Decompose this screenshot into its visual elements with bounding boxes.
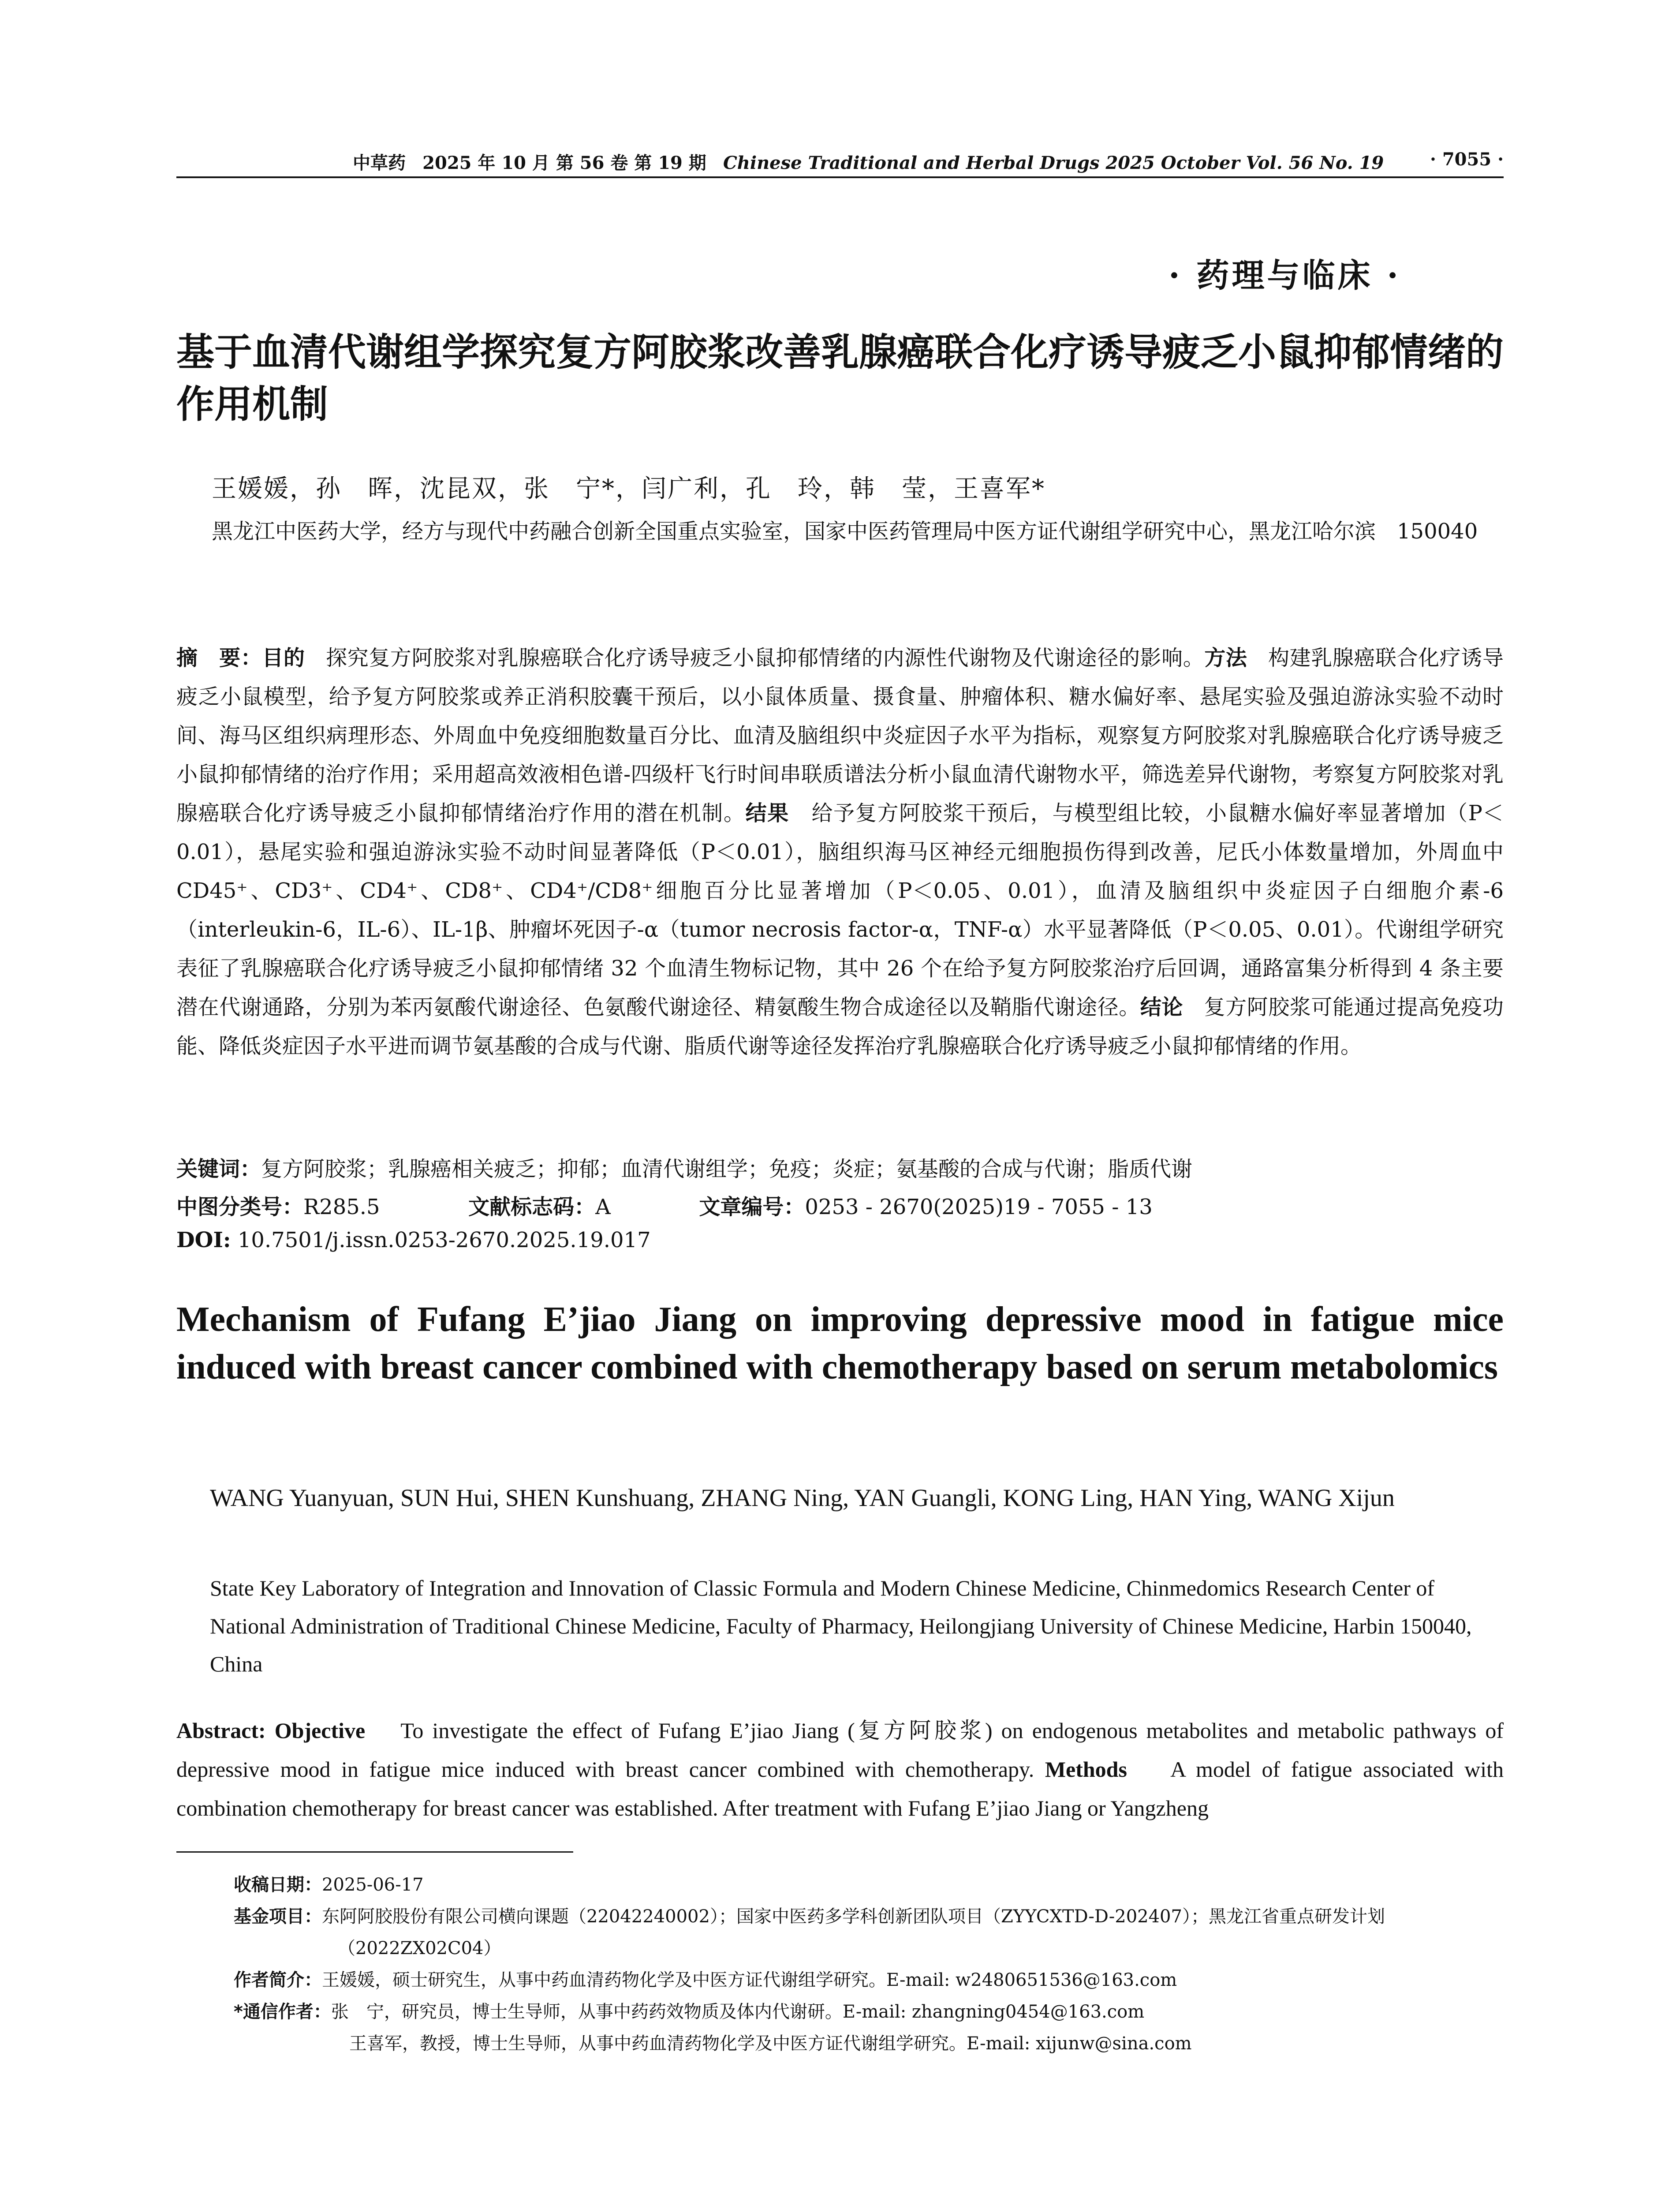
results-label: 结果	[745, 801, 789, 826]
doc-code-label: 文献标志码：	[468, 1195, 596, 1219]
classification-line	[176, 1190, 1153, 1220]
keywords	[176, 1152, 1504, 1182]
clc-label: 中图分类号：	[176, 1195, 304, 1219]
journal-name-cn: 中草药	[353, 153, 406, 173]
page-number: · 7055 ·	[1430, 149, 1504, 170]
methods-en-label: Methods	[1045, 1757, 1127, 1782]
footnote-corresponding	[234, 1996, 1504, 2028]
conclusion-label: 结论	[1140, 995, 1183, 1020]
footnote-label: 基金项目：	[234, 1906, 322, 1927]
footnote-text: 王喜军，教授，博士生导师，从事中药血清药物化学及中医方证代谢组学研究。E-mail: xijunw@sina.com	[349, 2033, 1192, 2054]
title-en: Mechanism of Fufang E’jiao Jiang on improving depressive mood in fatigue mice induced with breast cancer combined with chemotherapy based on serum metabolomics	[176, 1300, 1504, 1387]
article-number-label: 文章编号：	[699, 1195, 805, 1219]
doi-value[interactable]: 10.7501/j.issn.0253-2670.2025.19.017	[237, 1228, 651, 1252]
keywords-text: 复方阿胶浆；乳腺癌相关疲乏；抑郁；血清代谢组学；免疫；炎症；氨基酸的合成与代谢；脂质代谢	[261, 1157, 1193, 1181]
keywords-label: 关键词：	[176, 1157, 261, 1181]
abstract-label: 摘 要：	[176, 646, 262, 670]
footnote-label: *通信作者：	[234, 2002, 331, 2022]
footnote-text: 王媛媛，硕士研究生，从事中药血清药物化学及中医方证代谢组学研究。E-mail: w2480651536@163.com	[322, 1970, 1177, 1990]
conclusion-text: 复方阿胶浆可能通过提高免疫功能、降低炎症因子水平进而调节氨基酸的合成与代谢、脂质代谢等途径发挥治疗乳腺癌联合化疗诱导疲乏小鼠抑郁情绪的作用。	[176, 995, 1504, 1058]
footnote-funding	[234, 1901, 1504, 1964]
title-cn: 基于血清代谢组学探究复方阿胶浆改善乳腺癌联合化疗诱导疲乏小鼠抑郁情绪的作用机制	[176, 330, 1504, 426]
column-heading: · 药理与临床 ·	[1169, 257, 1401, 295]
affiliation-en: State Key Laboratory of Integration and Innovation of Classic Formula and Modern Chinese Medicine, Chinmedomics Research Center of National Administration of Traditional Chinese Medicine, Faculty of Pharmacy, Heilongjiang University of Chinese Medicine, Harbin 150040, China	[210, 1576, 1472, 1676]
objective-en-label: Objective	[274, 1718, 366, 1743]
footnote-divider	[176, 1851, 573, 1853]
footnote-author-bio	[234, 1964, 1504, 1996]
methods-label: 方法	[1204, 646, 1247, 670]
objective-label: 目的	[262, 646, 305, 670]
header-citation	[353, 149, 1384, 174]
footnote-corresponding-2	[234, 2028, 1504, 2059]
objective-text: 探究复方阿胶浆对乳腺癌联合化疗诱导疲乏小鼠抑郁情绪的内源性代谢物及代谢途径的影响。	[326, 646, 1205, 670]
methods-en-text: A model of fatigue associated with combination chemotherapy for breast cancer was established. After treatment with Fufang E’jiao Jiang or Yangzheng	[176, 1757, 1504, 1820]
abstract-en	[176, 1711, 1504, 1828]
doi-line	[176, 1228, 651, 1252]
article-number-value: 0253 - 2670(2025)19 - 7055 - 13	[805, 1195, 1153, 1219]
footnote-label: 作者简介：	[234, 1970, 322, 1990]
journal-name-en: Chinese Traditional and Herbal Drugs 2025 October Vol. 56 No. 19	[723, 153, 1384, 173]
footnote-text: 2025-06-17	[322, 1875, 424, 1895]
footnote-received	[234, 1869, 1504, 1901]
authors-en: WANG Yuanyuan, SUN Hui, SHEN Kunshuang, ZHANG Ning, YAN Guangli, KONG Ling, HAN Ying, WANG Xijun	[210, 1484, 1395, 1512]
clc-value: R285.5	[303, 1195, 380, 1219]
issue-cn: 2025 年 10 月 第 56 卷 第 19 期	[422, 153, 706, 173]
methods-text: 构建乳腺癌联合化疗诱导疲乏小鼠模型，给予复方阿胶浆或养正消积胶囊干预后，以小鼠体质量、摄食量、肿瘤体积、糖水偏好率、悬尾实验及强迫游泳实验不动时间、海马区组织病理形态、外周血中免疫细胞数量百分比、血清及脑组织中炎症因子水平为指标，观察复方阿胶浆对乳腺癌联合化疗诱导疲乏小鼠抑郁情绪的治疗作用；采用超高效液相色谱-四级杆飞行时间串联质谱法分析小鼠血清代谢物水平，筛选差异代谢物，考察复方阿胶浆对乳腺癌联合化疗诱导疲乏小鼠抑郁情绪治疗作用的潜在机制。	[176, 646, 1504, 826]
abstract-cn	[176, 639, 1504, 1065]
header-divider	[176, 176, 1504, 178]
footnote-text: 东阿阿胶股份有限公司横向课题（22042240002）；国家中医药多学科创新团队项目（ZYYCXTD-D-202407）；黑龙江省重点研发计划（2022ZX02C04）	[322, 1906, 1385, 1958]
authors-cn: 王媛媛，孙 晖，沈昆双，张 宁*，闫广利，孔 玲，韩 莹，王喜军*	[212, 475, 1045, 503]
footnote-label: 收稿日期：	[234, 1875, 322, 1895]
footnote-text: 张 宁，研究员，博士生导师，从事中药药效物质及体内代谢研。E-mail: zhangning0454@163.com	[331, 2002, 1145, 2022]
footnotes	[234, 1869, 1504, 2059]
doc-code-value: A	[595, 1195, 611, 1219]
doi-label: DOI:	[176, 1228, 231, 1252]
affiliation-cn: 黑龙江中医药大学，经方与现代中药融合创新全国重点实验室，国家中医药管理局中医方证代谢组学研究中心，黑龙江哈尔滨 150040	[212, 519, 1478, 544]
abstract-en-label: Abstract:	[176, 1718, 266, 1743]
objective-en-text: To investigate the effect of Fufang E’jiao Jiang (复方阿胶浆) on endogenous metabolites and metabolic pathways of depressive mood in fatigue mice induced with breast cancer combined with chemotherapy.	[176, 1718, 1504, 1782]
results-text: 给予复方阿胶浆干预后，与模型组比较，小鼠糖水偏好率显著增加（P＜0.01），悬尾实验和强迫游泳实验不动时间显著降低（P＜0.01），脑组织海马区神经元细胞损伤得到改善，尼氏小体数量增加，外周血中 CD45⁺、CD3⁺、CD4⁺、CD8⁺、CD4⁺/CD8⁺细胞百分比显著增加（P＜0.05、0.01），血清及脑组织中炎症因子白细胞介素-6（interleukin-6，IL-6）、IL-1β、肿瘤坏死因子-α（tumor necrosis factor-α，TNF-α）水平显著降低（P＜0.05、0.01）。代谢组学研究表征了乳腺癌联合化疗诱导疲乏小鼠抑郁情绪 32 个血清生物标记物，其中 26 个在给予复方阿胶浆治疗后回调，通路富集分析得到 4 条主要潜在代谢通路，分别为苯丙氨酸代谢途径、色氨酸代谢途径、精氨酸生物合成途径以及鞘脂代谢途径。	[176, 801, 1504, 1020]
running-header	[176, 140, 1504, 176]
